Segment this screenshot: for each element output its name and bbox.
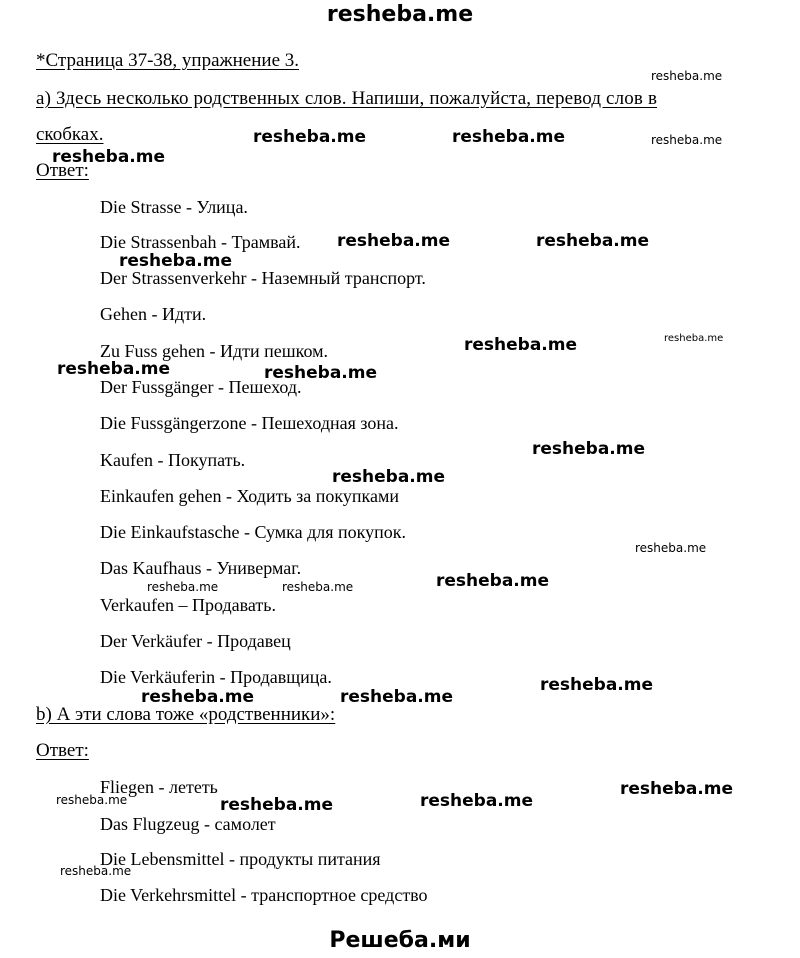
entry-b-3: Die Lebensmittel - продукты питания [100, 849, 381, 869]
watermark: resheba.me [60, 864, 132, 878]
watermark: resheba.me [337, 231, 451, 251]
watermark: resheba.me [147, 580, 219, 594]
watermark: resheba.me [540, 675, 654, 695]
watermark: resheba.me [536, 231, 650, 251]
entry-a-4: Gehen - Идти. [100, 304, 207, 324]
entry-a-1: Die Strasse - Улица. [100, 197, 248, 217]
exercise-heading: *Страница 37-38, упражнение 3. [36, 50, 300, 71]
entry-a-13: Der Verkäufer - Продавец [100, 631, 291, 651]
entry-a-12: Verkaufen – Продавать. [100, 595, 276, 615]
watermark: resheba.me [340, 687, 454, 707]
entry-a-9: Einkaufen gehen - Ходить за покупками [100, 486, 399, 506]
entry-a-8: Kaufen - Покупать. [100, 450, 246, 470]
watermark: resheba.me [220, 795, 334, 815]
watermark: resheba.me [52, 147, 166, 167]
entry-b-2: Das Flugzeug - самолет [100, 814, 276, 834]
watermark: resheba.me [253, 127, 367, 147]
watermark: resheba.me [651, 133, 723, 147]
entry-a-2: Die Strassenbah - Трамвай. [100, 232, 301, 252]
watermark: resheba.me [282, 580, 354, 594]
entry-b-1: Fliegen - лететь [100, 777, 218, 797]
watermark: resheba.me [452, 127, 566, 147]
entry-a-11: Das Kaufhaus - Универмаг. [100, 558, 302, 578]
watermark: resheba.me [620, 779, 734, 799]
watermark: resheba.me [664, 333, 724, 344]
watermark: resheba.me [436, 571, 550, 591]
task-a-line1: a) Здесь несколько родственных слов. Напиши, пожалуйста, перевод слов в [36, 88, 658, 109]
watermark: resheba.me [651, 69, 723, 83]
task-a-line2: скобках. [36, 124, 104, 145]
watermark: resheba.me [532, 439, 646, 459]
site-header: resheba.me [326, 2, 474, 27]
watermark: resheba.me [119, 251, 233, 271]
answer-label-a: Ответ: [36, 160, 89, 181]
entry-a-3: Der Strassenverkehr - Наземный транспорт. [100, 268, 426, 288]
task-b: b) А эти слова тоже «родственники»: [36, 704, 336, 725]
entry-a-10: Die Einkaufstasche - Сумка для покупок. [100, 522, 407, 542]
watermark: resheba.me [635, 541, 707, 555]
entry-a-14: Die Verkäuferin - Продавщица. [100, 667, 332, 687]
entry-a-7: Die Fussgängerzone - Пешеходная зона. [100, 413, 399, 433]
watermark: resheba.me [420, 791, 534, 811]
watermark: resheba.me [57, 359, 171, 379]
site-footer: Решеба.ми [329, 928, 471, 953]
watermark: resheba.me [141, 687, 255, 707]
entry-a-6: Der Fussgänger - Пешеход. [100, 377, 302, 397]
watermark: resheba.me [56, 793, 128, 807]
watermark: resheba.me [464, 335, 578, 355]
answer-label-b: Ответ: [36, 740, 89, 761]
entry-a-5: Zu Fuss gehen - Идти пешком. [100, 341, 329, 361]
watermark: resheba.me [332, 467, 446, 487]
watermark: resheba.me [264, 363, 378, 383]
entry-b-4: Die Verkehrsmittel - транспортное средство [100, 885, 428, 905]
